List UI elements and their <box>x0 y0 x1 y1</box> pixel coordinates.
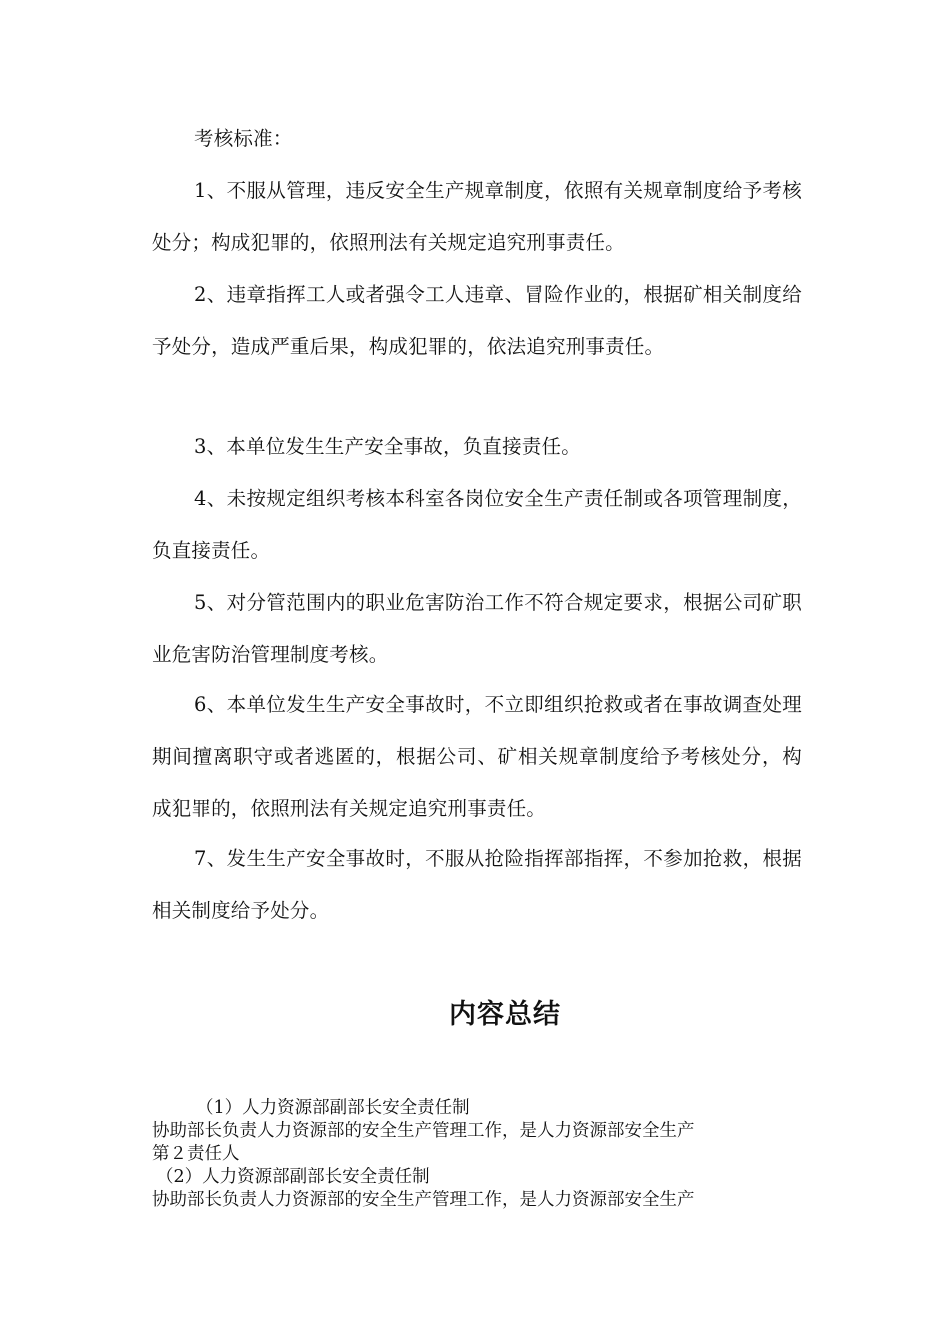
summary-section <box>152 1097 802 1212</box>
criteria-item-5: 5、对分管范围内的职业危害防治工作不符合规定要求，根据公司矿职业危害防治管理制度考核。 <box>152 591 802 666</box>
summary-item-1-line-2: 第２责任人 <box>152 1144 240 1164</box>
summary-item-1-line-1: 协助部长负责人力资源部的安全生产管理工作，是人力资源部安全生产 <box>152 1121 695 1141</box>
criteria-heading: 考核标准： <box>194 127 293 150</box>
criteria-item-7: 7、发生生产安全事故时，不服从抢险指挥部指挥，不参加抢救，根据相关制度给予处分。 <box>152 847 802 922</box>
criteria-item-4: 4、未按规定组织考核本科室各岗位安全生产责任制或各项管理制度，负直接责任。 <box>152 487 802 562</box>
summary-item-1-title: （1）人力资源部副部长安全责任制 <box>196 1098 470 1118</box>
criteria-item-3: 3、本单位发生生产安全事故，负直接责任。 <box>194 435 581 458</box>
summary-item-2-title: （2）人力资源部副部长安全责任制 <box>156 1167 430 1187</box>
criteria-item-6: 6、本单位发生生产安全事故时，不立即组织抢救或者在事故调查处理期间擅离职守或者逃匿的，根据公司、矿相关规章制度给予考核处分，构成犯罪的，依照刑法有关规定追究刑事责任。 <box>152 693 802 820</box>
summary-title: 内容总结 <box>449 999 561 1030</box>
criteria-item-2: 2、违章指挥工人或者强令工人违章、冒险作业的，根据矿相关制度给予处分，造成严重后果，构成犯罪的，依法追究刑事责任。 <box>152 283 802 358</box>
summary-item-2-line-1: 协助部长负责人力资源部的安全生产管理工作，是人力资源部安全生产 <box>152 1190 695 1210</box>
criteria-item-1: 1、不服从管理，违反安全生产规章制度，依照有关规章制度给予考核处分；构成犯罪的，依照刑法有关规定追究刑事责任。 <box>152 179 802 254</box>
